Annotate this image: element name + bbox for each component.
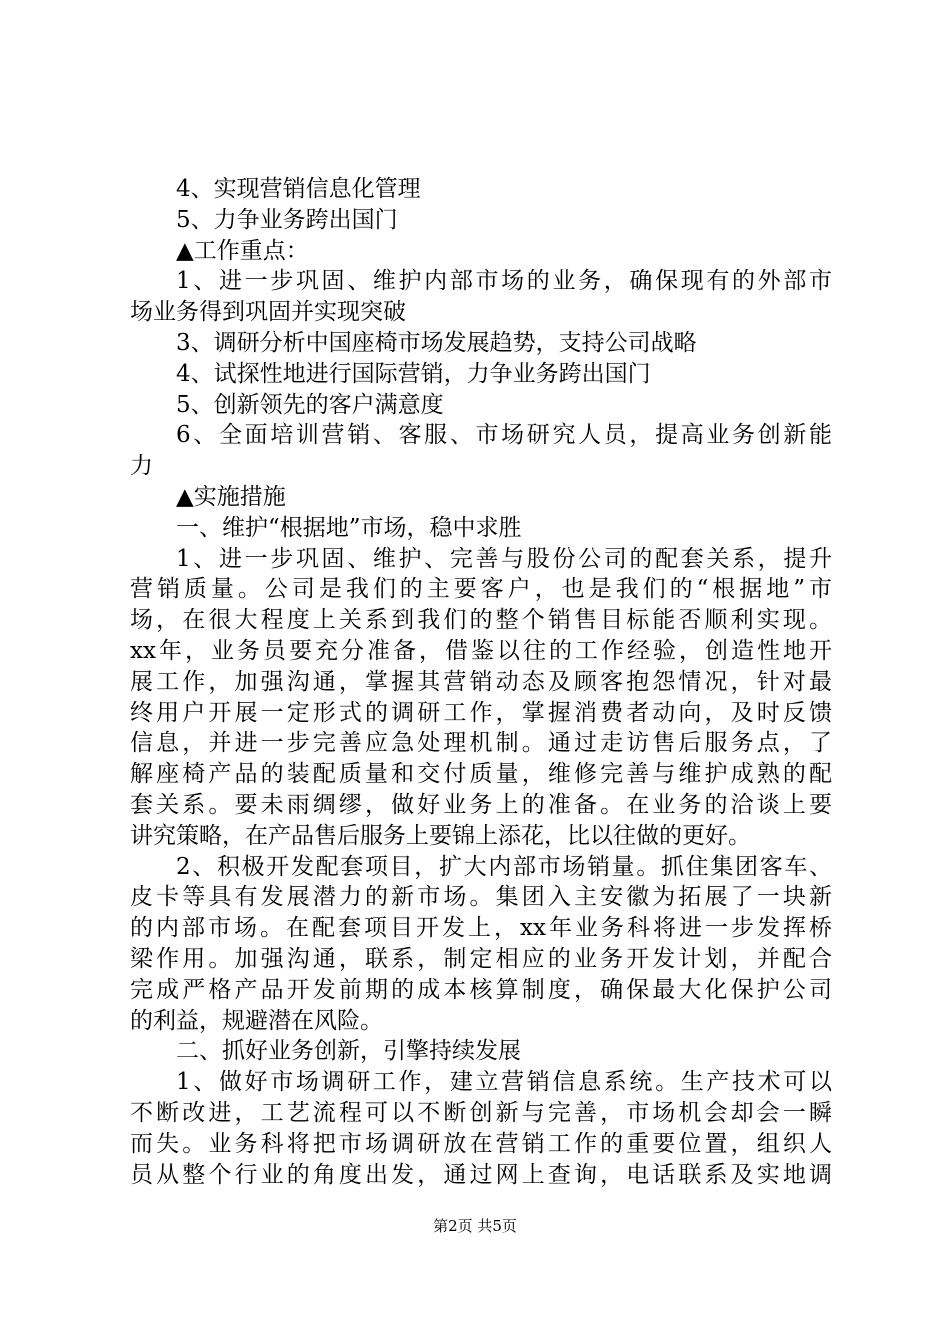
text-line: 场，在很大程度上关系到我们的整个销售目标能否顺利实现。 bbox=[130, 607, 832, 634]
text-line: 解座椅产品的装配质量和交付质量，维修完善与维护成熟的配 bbox=[130, 761, 832, 788]
text-line: 4、实现营销信息化管理 bbox=[176, 176, 421, 202]
text-line: 员从整个行业的角度出发，通过网上查询，电话联系及实地调 bbox=[130, 1161, 832, 1188]
text-line: 而失。业务科将把市场调研放在营销工作的重要位置，组织人 bbox=[130, 1130, 832, 1157]
text-line: 力 bbox=[130, 453, 153, 480]
text-line: 1、进一步巩固、维护内部市场的业务，确保现有的外部市 bbox=[176, 268, 832, 295]
text-line: 信息，并进一步完善应急处理机制。通过走访售后服务点，了 bbox=[130, 730, 832, 757]
text-line: 的利益，规避潜在风险。 bbox=[130, 1007, 383, 1034]
page-number-footer: 第2页 共5页 bbox=[433, 1217, 517, 1235]
text-line: 场业务得到巩固并实现突破 bbox=[130, 299, 406, 326]
text-line: 营销质量。公司是我们的主要客户，也是我们的“根据地”市 bbox=[130, 576, 832, 603]
text-line: 套关系。要未雨绸缪，做好业务上的准备。在业务的洽谈上要 bbox=[130, 791, 832, 818]
text-line: 皮卡等具有发展潜力的新市场。集团入主安徽为拓展了一块新 bbox=[130, 884, 832, 911]
text-line: xx年，业务员要充分准备，借鉴以往的工作经验，创造性地开 bbox=[130, 637, 832, 664]
text-line: 梁作用。加强沟通，联系，制定相应的业务开发计划，并配合 bbox=[130, 945, 832, 972]
text-line: 2、积极开发配套项目，扩大内部市场销量。抓住集团客车、 bbox=[176, 853, 832, 880]
text-line: 不断改进，工艺流程可以不断创新与完善，市场机会却会一瞬 bbox=[130, 1099, 832, 1126]
text-line: 二、抓好业务创新，引擎持续发展 bbox=[176, 1038, 521, 1065]
text-line: 终用户开展一定形式的调研工作，掌握消费者动向，及时反馈 bbox=[130, 699, 832, 726]
text-line: 4、试探性地进行国际营销，力争业务跨出国门 bbox=[176, 360, 651, 387]
text-line: 3、调研分析中国座椅市场发展趋势，支持公司战略 bbox=[176, 329, 697, 356]
text-line: 一、维护“根据地”市场，稳中求胜 bbox=[176, 514, 522, 541]
text-line: 1、做好市场调研工作，建立营销信息系统。生产技术可以 bbox=[176, 1069, 832, 1096]
text-line: ▲工作重点： bbox=[176, 237, 309, 264]
text-line: 展工作，加强沟通，掌握其营销动态及顾客抱怨情况，针对最 bbox=[130, 668, 832, 695]
text-line: 1、进一步巩固、维护、完善与股份公司的配套关系，提升 bbox=[176, 545, 832, 572]
text-line: 讲究策略，在产品售后服务上要锦上添花，比以往做的更好。 bbox=[130, 822, 751, 849]
text-line: 完成严格产品开发前期的成本核算制度，确保最大化保护公司 bbox=[130, 976, 832, 1003]
document-body bbox=[130, 174, 832, 1190]
text-line: 5、力争业务跨出国门 bbox=[176, 206, 398, 233]
text-line: 的内部市场。在配套项目开发上，xx年业务科将进一步发挥桥 bbox=[130, 915, 832, 942]
text-line: 6、全面培训营销、客服、市场研究人员，提高业务创新能 bbox=[176, 422, 832, 449]
text-line: ▲实施措施 bbox=[176, 483, 286, 510]
text-line: 5、创新领先的客户满意度 bbox=[176, 391, 444, 418]
